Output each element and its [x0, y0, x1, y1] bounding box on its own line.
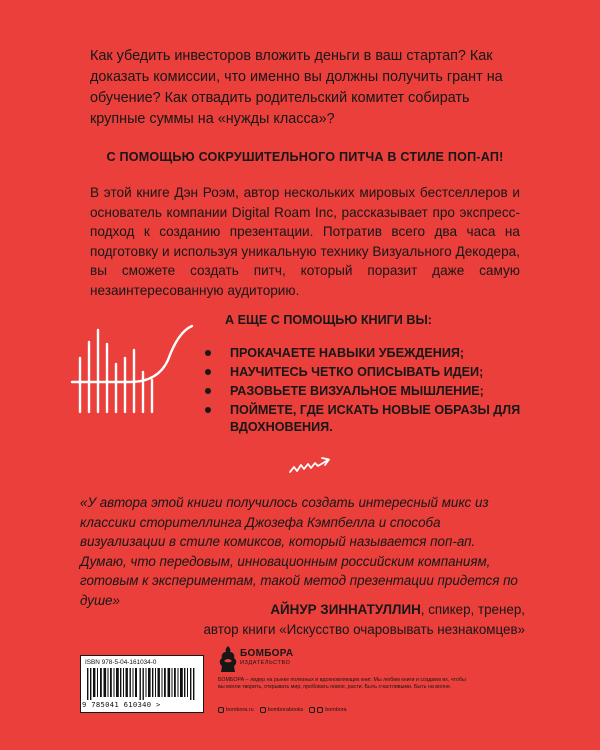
benefit-item: [205, 345, 525, 362]
bombora-logo-icon: [218, 644, 238, 674]
benefit-text: ПРОКАЧАЕТЕ НАВЫКИ УБЕЖДЕНИЯ;: [230, 346, 465, 360]
website-link[interactable]: bombora.ru: [218, 707, 254, 713]
barcode-bars: [87, 668, 197, 700]
squiggle-arrow-icon: [288, 455, 333, 477]
publisher-name: БОМБОРА: [240, 648, 294, 659]
bullet-icon: [205, 369, 211, 375]
social-link-main[interactable]: bombora: [309, 707, 346, 713]
intro-paragraph: Как убедить инвесторов вложить деньги в ваш стартап? Как доказать комиссии, что именно вы должны получить грант на обучение? Как отвадить родительский комитет собирать крупные суммы на «нужды класса»?: [90, 48, 503, 127]
isbn-number: ISBN 978-5-04-161034-0: [85, 659, 157, 666]
quote-author: АЙНУР ЗИННАТУЛЛИН: [270, 602, 421, 617]
bullet-icon: [205, 407, 211, 413]
globe-icon: [218, 707, 224, 713]
publisher-subtitle: ИЗДАТЕЛЬСТВО: [240, 660, 291, 666]
publisher-links: [218, 707, 347, 713]
benefit-text: ПОЙМЕТЕ, ГДЕ ИСКАТЬ НОВЫЕ ОБРАЗЫ ДЛЯ ВДОХНОВЕНИЯ.: [230, 403, 521, 434]
video-icon: [317, 707, 323, 713]
benefit-item: [205, 383, 525, 400]
social-link-books[interactable]: bomborabooks: [260, 707, 304, 713]
benefit-item: [205, 364, 525, 381]
publisher-blurb: БОМБОРА – лидер на рынке полезных и вдохновляющих книг. Мы любим книги и создаем их, чтобы вы могли творить, открывать мир, пробовать новое, расти. Быть счастливыми. Быть на волне.: [218, 677, 466, 691]
messenger-icon: [309, 707, 315, 713]
social-icon: [260, 707, 266, 713]
author-book: автор книги «Искусство очаровывать незнакомцев»: [203, 622, 525, 637]
benefits-list: [205, 345, 525, 438]
quote: «У автора этой книги получилось создать интересный микс из классики сторителлинга Джозефа Кэмпбелла и способа визуализации в стиле комиксов, который называется поп-ап. Думаю, что передовым, инновационным российским компаниям, готовым к экспериментам, такой метод презентации придется по душе»: [80, 495, 518, 608]
slogan: С ПОМОЩЬЮ СОКРУШИТЕЛЬНОГО ПИТЧА В СТИЛЕ ПОП-АП!: [106, 150, 504, 164]
bar-chart-illustration: [70, 320, 195, 415]
benefit-text: НАУЧИТЕСЬ ЧЕТКО ОПИСЫВАТЬ ИДЕИ;: [230, 365, 484, 379]
barcode-digits: 9 785041 610340 >: [82, 700, 161, 709]
benefit-item: [205, 402, 525, 436]
attribution-line: [203, 600, 525, 620]
bullet-icon: [205, 388, 211, 394]
quote-attribution: [203, 600, 525, 640]
author-role: , спикер, тренер,: [420, 602, 525, 617]
description-paragraph: В этой книге Дэн Роэм, автор нескольких мировых бестселлеров и основатель компании Digital Roam Inc, рассказывает про экспресс-подход к созданию презентации. Потратив всего два часа на подготовку и используя уникальную технику Визуального Декодера, вы сможете создать питч, который поразит даже самую незаинтересованную аудиторию.: [90, 185, 520, 298]
barcode: [80, 655, 204, 713]
benefits-heading: А ЕЩЕ С ПОМОЩЬЮ КНИГИ ВЫ:: [225, 313, 432, 327]
benefit-text: РАЗОВЬЕТЕ ВИЗУАЛЬНОЕ МЫШЛЕНИЕ;: [230, 384, 484, 398]
bullet-icon: [205, 350, 211, 356]
